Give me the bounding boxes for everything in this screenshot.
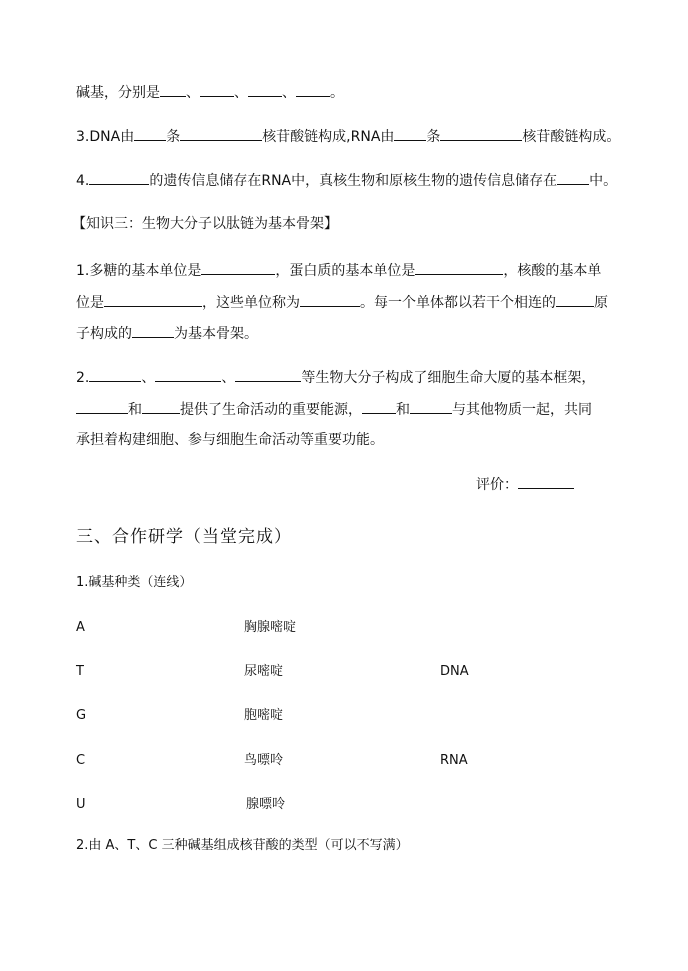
separator: 、 <box>234 85 248 101</box>
separator: 、 <box>282 85 296 101</box>
q3-text-b: 条 <box>166 129 181 145</box>
k3q1-text: 原 <box>594 295 608 311</box>
blank[interactable] <box>104 292 202 307</box>
k3-q1-line-2 <box>76 292 608 313</box>
k3q1-text: 1.多糖的基本单位是 <box>76 263 202 279</box>
blank[interactable] <box>134 126 166 141</box>
base-name-adenine: 腺嘌呤 <box>246 797 286 812</box>
blank[interactable] <box>415 260 503 275</box>
knowledge-3-title: 【知识三：生物大分子以肽链为基本骨架】 <box>72 216 338 232</box>
blank[interactable] <box>440 126 522 141</box>
q3-text-a: 3.DNA由 <box>76 129 135 145</box>
k3-q1-line-1 <box>76 260 601 281</box>
k3q1-text: ，蛋白质的基本单位是 <box>275 263 416 279</box>
blank[interactable] <box>410 399 452 414</box>
question-3 <box>76 126 620 147</box>
k3-q2-line-2 <box>76 399 592 420</box>
k3q2-text: 和 <box>128 402 142 418</box>
nucleic-acid-dna: DNA <box>440 664 469 679</box>
k3-q2-line-1 <box>76 367 595 388</box>
k3q2-text: 与其他物质一起，共同 <box>452 402 592 418</box>
evaluation-line <box>476 474 574 495</box>
q2-continuation-text: 碱基，分别是 <box>76 85 160 101</box>
separator: 、 <box>141 370 156 386</box>
k3-q1-line-3 <box>76 323 258 344</box>
k3q2-text: 提供了生命活动的重要能源， <box>180 402 362 418</box>
blank[interactable] <box>89 367 141 382</box>
blank[interactable] <box>200 82 234 97</box>
blank[interactable] <box>180 126 262 141</box>
blank[interactable] <box>132 323 174 338</box>
base-letter-g: G <box>76 708 87 723</box>
blank[interactable] <box>394 126 426 141</box>
k3q2-text: 等生物大分子构成了细胞生命大厦的基本框架， <box>301 370 596 386</box>
separator: 、 <box>186 85 200 101</box>
blank[interactable] <box>155 367 221 382</box>
base-letter-u: U <box>76 797 86 812</box>
section-3-title: 三、合作研学（当堂完成） <box>76 527 292 547</box>
q2-continuation-line <box>76 82 344 103</box>
base-letter-a: A <box>76 620 85 635</box>
base-name-guanine: 鸟嘌呤 <box>244 753 284 768</box>
base-name-uracil: 尿嘧啶 <box>244 664 284 679</box>
k3q1-text: 。每一个单体都以若干个相连的 <box>360 295 556 311</box>
blank[interactable] <box>142 399 180 414</box>
base-letter-c: C <box>76 753 86 768</box>
blank[interactable] <box>362 399 396 414</box>
k3q2-text: 和 <box>396 402 410 418</box>
blank[interactable] <box>235 367 301 382</box>
separator: 、 <box>221 370 236 386</box>
q2-nucleotide-types-title: 2.由 A、T、C 三种碱基组成核苷酸的类型（可以不写满） <box>76 838 409 853</box>
blank[interactable] <box>296 82 330 97</box>
evaluation-blank[interactable] <box>518 474 574 489</box>
q3-text-d: 条 <box>426 129 441 145</box>
blank[interactable] <box>556 292 594 307</box>
nucleic-acid-rna: RNA <box>440 753 468 768</box>
k3q1-text: ，这些单位称为 <box>202 295 300 311</box>
question-4 <box>76 170 617 191</box>
q4-text-b: 的遗传信息储存在RNA中，真核生物和原核生物的遗传信息储存在 <box>149 173 558 189</box>
k3q1-text: 子构成的 <box>76 326 132 342</box>
q3-text-e: 核苷酸链构成。 <box>522 129 621 145</box>
k3q1-text: ，核酸的基本单 <box>503 263 602 279</box>
k3-q2-line-3: 承担着构建细胞、参与细胞生命活动等重要功能。 <box>76 432 384 448</box>
base-letter-t: T <box>76 664 84 679</box>
evaluation-label: 评价： <box>476 477 518 493</box>
k3q1-text: 位是 <box>76 295 104 311</box>
blank[interactable] <box>201 260 275 275</box>
period: 。 <box>330 85 344 101</box>
blank[interactable] <box>300 292 360 307</box>
q4-text-c: 中。 <box>589 173 618 189</box>
q3-text-c: 核苷酸链构成,RNA由 <box>262 129 395 145</box>
blank[interactable] <box>248 82 282 97</box>
base-name-thymine: 胸腺嘧啶 <box>244 620 297 635</box>
blank[interactable] <box>89 170 149 185</box>
q4-text-a: 4. <box>76 173 90 189</box>
blank[interactable] <box>160 82 186 97</box>
blank[interactable] <box>76 399 128 414</box>
k3q1-text: 为基本骨架。 <box>174 326 258 342</box>
base-name-cytosine: 胞嘧啶 <box>244 708 284 723</box>
blank[interactable] <box>557 170 589 185</box>
k3q2-text: 2. <box>76 370 90 386</box>
q1-base-matching-title: 1.碱基种类（连线） <box>76 575 193 590</box>
